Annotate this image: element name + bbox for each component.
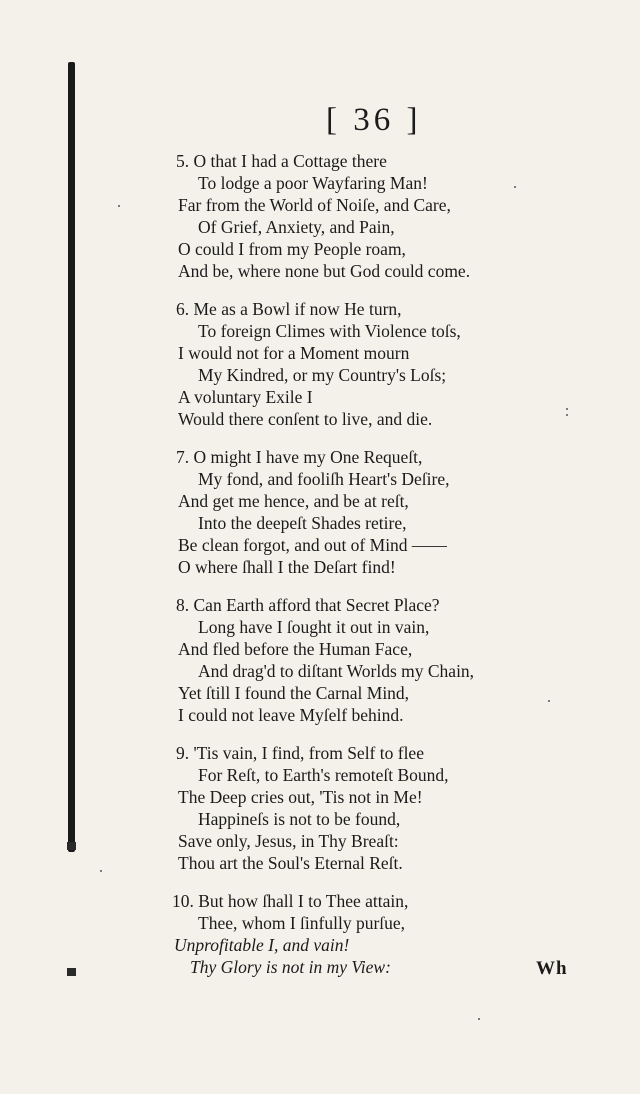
verse-line: I would not for a Moment mourn	[178, 343, 410, 363]
verse-line: Thee, whom I ſinfully purſue,	[198, 913, 406, 933]
verse-line: To foreign Climes with Violence toſs,	[198, 321, 461, 341]
paper-speck	[118, 205, 120, 207]
verse-line: Of Grief, Anxiety, and Pain,	[198, 217, 395, 237]
paper-speck	[566, 408, 568, 410]
verse-line: Into the deepeſt Shades retire,	[198, 513, 407, 533]
verse-line: Would there conſent to live, and die.	[178, 409, 433, 429]
verse-line: 5. O that I had a Cottage there	[176, 151, 387, 171]
verse-line: Save only, Jesus, in Thy Breaſt:	[178, 831, 399, 851]
verse-line: I could not leave Myſelf behind.	[178, 705, 404, 725]
verse-line: A voluntary Exile I	[178, 387, 313, 407]
verse-line: Far from the World of Noiſe, and Care,	[178, 195, 451, 215]
verse-line: The Deep cries out, 'Tis not in Me!	[178, 787, 423, 807]
paper-speck	[548, 700, 550, 702]
verse-line: Happineſs is not to be found,	[198, 809, 401, 829]
catchword: Wh	[536, 958, 568, 979]
verse-line: Thy Glory is not in my View:	[190, 957, 391, 977]
paper-speck	[514, 186, 516, 188]
page-number: [ 36 ]	[326, 102, 422, 138]
paper-speck	[100, 870, 102, 872]
verse-line: To lodge a poor Wayfaring Man!	[198, 173, 428, 193]
gutter-blot	[67, 842, 76, 850]
verse-line: Unprofitable I, and vain!	[174, 935, 350, 955]
verse-line: And be, where none but God could come.	[178, 261, 471, 281]
verse-line: And drag'd to diſtant Worlds my Chain,	[198, 661, 475, 681]
verse-line: 10. But how ſhall I to Thee attain,	[172, 891, 409, 911]
paper-speck	[566, 414, 568, 416]
verse-line: My Kindred, or my Country's Loſs;	[198, 365, 447, 385]
gutter-blot	[67, 968, 76, 976]
verse-line: 6. Me as a Bowl if now He turn,	[176, 299, 402, 319]
verse-line: My fond, and fooliſh Heart's Deſire,	[198, 469, 450, 489]
verse-line: And fled before the Human Face,	[178, 639, 413, 659]
page-gutter-rule	[68, 62, 75, 852]
verse-line: Be clean forgot, and out of Mind ——	[178, 535, 447, 555]
verse-line: For Reſt, to Earth's remoteſt Bound,	[198, 765, 449, 785]
paper-speck	[478, 1018, 480, 1020]
verse-line: 7. O might I have my One Requeſt,	[176, 447, 423, 467]
verse-line: O where ſhall I the Deſart find!	[178, 557, 396, 577]
verse-line: Thou art the Soul's Eternal Reſt.	[178, 853, 403, 873]
verse-line: 8. Can Earth afford that Secret Place?	[176, 595, 440, 615]
verse-line: 9. 'Tis vain, I find, from Self to flee	[176, 743, 424, 763]
verse-line: And get me hence, and be at reſt,	[178, 491, 409, 511]
verse-line: Long have I ſought it out in vain,	[198, 617, 430, 637]
verse-line: O could I from my People roam,	[178, 239, 406, 259]
verse-line: Yet ſtill I found the Carnal Mind,	[178, 683, 410, 703]
